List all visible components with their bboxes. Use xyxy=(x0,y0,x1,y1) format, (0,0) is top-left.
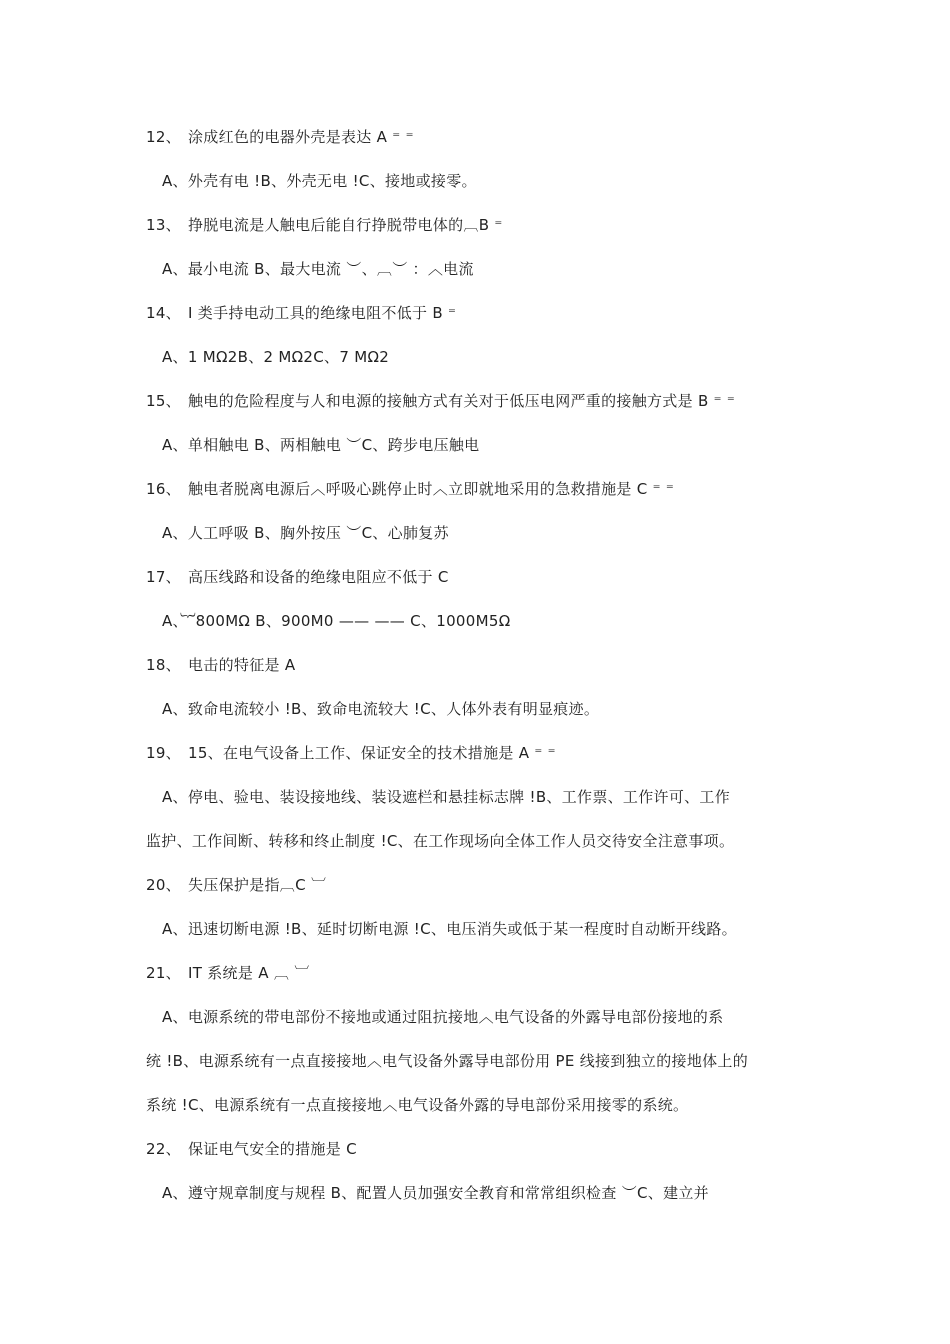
options-18 xyxy=(162,698,842,720)
question-text: 电击的特征是 A xyxy=(188,656,296,674)
question-text: 涂成红色的电器外壳是表达 A ⁼ ⁼ xyxy=(188,128,414,146)
question-12 xyxy=(146,126,826,148)
question-number: 17、 xyxy=(146,568,181,586)
question-number: 20、 xyxy=(146,876,181,894)
question-text: 高压线路和设备的绝缘电阻应不低于 C xyxy=(188,568,449,586)
question-15 xyxy=(146,390,826,412)
question-number: 14、 xyxy=(146,304,181,322)
question-text: 触电者脱离电源后︿呼吸心跳停止时︿立即就地采用的急救措施是 C ⁼ ⁼ xyxy=(188,480,675,498)
question-number: 13、 xyxy=(146,216,181,234)
question-14 xyxy=(146,302,826,324)
options-text: A、停电、验电、装设接地线、装设遮栏和悬挂标志牌 !B、工作票、工作许可、工作 xyxy=(162,788,731,806)
options-text: A、最小电流 B、最大电流 ︶、︹︶ ：︿电流 xyxy=(162,260,474,278)
options-15 xyxy=(162,434,842,456)
options-text: 监护、工作间断、转移和终止制度 !C、在工作现场向全体工作人员交待安全注意事项。 xyxy=(146,832,735,850)
options-text: 系统 !C、电源系统有一点直接接地︿电气设备外露的导电部份采用接零的系统。 xyxy=(146,1096,689,1114)
question-text: 触电的危险程度与人和电源的接触方式有关对于低压电网严重的接触方式是 B ⁼ ⁼ xyxy=(188,392,736,410)
question-20 xyxy=(146,874,826,896)
options-text: 统 !B、电源系统有一点直接接地︿电气设备外露导电部份用 PE 线接到独立的接地体上的 xyxy=(146,1052,749,1070)
options-22 xyxy=(162,1182,842,1204)
question-17 xyxy=(146,566,826,588)
options-13 xyxy=(162,258,842,280)
question-18 xyxy=(146,654,826,676)
options-12 xyxy=(162,170,842,192)
options-text: A、1 MΩ2B、2 MΩ2C、7 MΩ2 xyxy=(162,348,390,366)
options-19-line-1 xyxy=(162,786,842,808)
options-20 xyxy=(162,918,842,940)
question-number: 18、 xyxy=(146,656,181,674)
options-19-line-2 xyxy=(146,830,826,852)
question-16 xyxy=(146,478,826,500)
question-number: 15、 xyxy=(146,392,181,410)
question-13 xyxy=(146,214,826,236)
options-text: A、迅速切断电源 !B、延时切断电源 !C、电压消失或低于某一程度时自动断开线路。 xyxy=(162,920,737,938)
options-text: A、外壳有电 !B、外壳无电 !C、接地或接零。 xyxy=(162,172,477,190)
question-text: IT 系统是 A ︹ ︺ xyxy=(188,964,310,982)
options-text: A、︸800MΩ B、900M0 —— —— C、1000M5Ω xyxy=(162,612,511,630)
question-number: 19、 xyxy=(146,744,181,762)
question-text: 失压保护是指︹C ︺ xyxy=(188,876,327,894)
question-text: 挣脱电流是人触电后能自行挣脱带电体的︹B ⁼ xyxy=(188,216,503,234)
options-14 xyxy=(162,346,842,368)
question-22 xyxy=(146,1138,826,1160)
options-21-line-1 xyxy=(162,1006,842,1028)
question-text: I 类手持电动工具的绝缘电阻不低于 B ⁼ xyxy=(188,304,457,322)
options-text: A、致命电流较小 !B、致命电流较大 !C、人体外表有明显痕迹。 xyxy=(162,700,600,718)
options-17 xyxy=(162,610,842,632)
question-21 xyxy=(146,962,826,984)
question-number: 22、 xyxy=(146,1140,181,1158)
question-number: 16、 xyxy=(146,480,181,498)
options-text: A、电源系统的带电部份不接地或通过阻抗接地︿电气设备的外露导电部份接地的系 xyxy=(162,1008,724,1026)
options-21-line-3 xyxy=(146,1094,826,1116)
options-text: A、单相触电 B、两相触电 ︶C、跨步电压触电 xyxy=(162,436,480,454)
question-text: 保证电气安全的措施是 C xyxy=(188,1140,357,1158)
options-text: A、人工呼吸 B、胸外按压 ︶C、心肺复苏 xyxy=(162,524,449,542)
question-text: 15、在电气设备上工作、保证安全的技术措施是 A ⁼ ⁼ xyxy=(188,744,556,762)
question-number: 12、 xyxy=(146,128,181,146)
question-19 xyxy=(146,742,826,764)
options-16 xyxy=(162,522,842,544)
options-21-line-2 xyxy=(146,1050,826,1072)
options-text: A、遵守规章制度与规程 B、配置人员加强安全教育和常常组织检查 ︶C、建立并 xyxy=(162,1184,709,1202)
question-number: 21、 xyxy=(146,964,181,982)
